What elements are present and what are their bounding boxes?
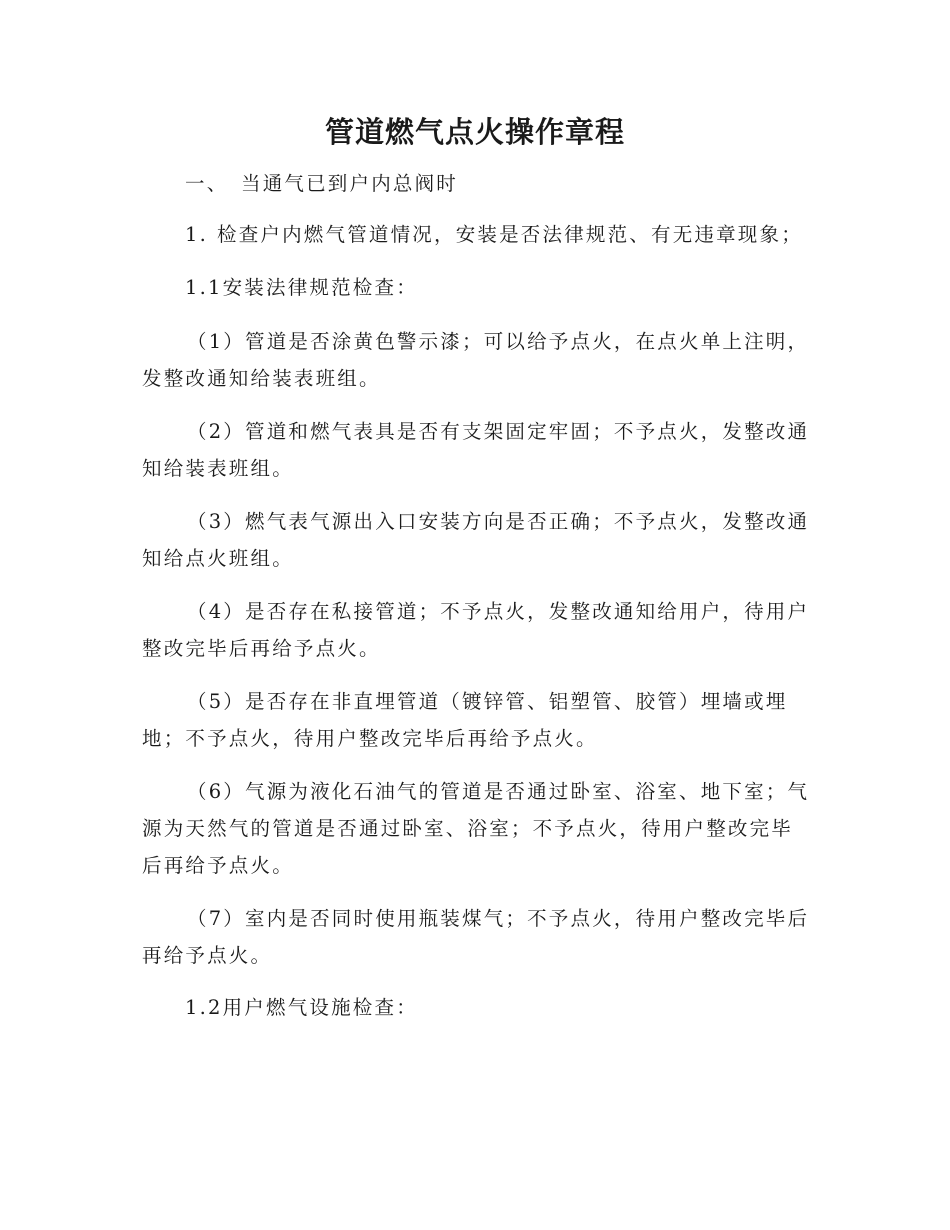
paragraph-6 [142,773,810,884]
paragraph-line: 源为天然气的管道是否通过卧室、浴室；不予点火，待用户整改完毕 [142,817,794,840]
section-number: 一、 [185,172,229,195]
paragraph-line: 再给予点火。 [142,944,273,967]
paragraph-line: （1）管道是否涂黄色警示漆；可以给予点火，在点火单上注明， [187,330,810,353]
paragraph-3 [142,503,810,577]
subsection-1-1-heading: 1.1安装法律规范检查： [185,276,418,299]
paragraph-1 [142,323,810,397]
paragraph-line: （5）是否存在非直埋管道（镀锌管、铝塑管、胶管）埋墙或埋 [187,690,788,713]
document-title: 管道燃气点火操作章程 [324,115,625,149]
paragraph-line: （6）气源为液化石油气的管道是否通过卧室、浴室、地下室；气 [187,780,810,803]
item-text: 检查户内燃气管道情况，安装是否法律规范、有无违章现象； [217,223,803,246]
item-number: 1. [185,223,209,246]
paragraph-line: 整改完毕后再给予点火。 [142,637,381,660]
item-1 [185,221,803,249]
section-heading [185,170,458,198]
paragraph-7 [142,900,810,974]
paragraph-4 [142,593,810,667]
paragraph-line: （3）燃气表气源出入口安装方向是否正确；不予点火，发整改通 [187,510,810,533]
paragraph-line: 发整改通知给装表班组。 [142,367,381,390]
paragraph-line: 地；不予点火，待用户整改完毕后再给予点火。 [142,727,598,750]
paragraph-line: 知给点火班组。 [142,547,294,570]
paragraph-line: 知给装表班组。 [142,457,294,480]
subsection-1-2-heading: 1.2用户燃气设施检查： [185,996,418,1019]
paragraph-line: 后再给予点火。 [142,854,294,877]
section-heading-text: 当通气已到户内总阀时 [241,172,459,195]
paragraph-2 [142,413,810,487]
paragraph-line: （7）室内是否同时使用瓶装煤气；不予点火，待用户整改完毕后 [187,907,810,930]
paragraph-line: （2）管道和燃气表具是否有支架固定牢固；不予点火，发整改通 [187,420,810,443]
paragraph-5 [142,683,807,757]
paragraph-line: （4）是否存在私接管道；不予点火，发整改通知给用户，待用户 [187,600,810,623]
